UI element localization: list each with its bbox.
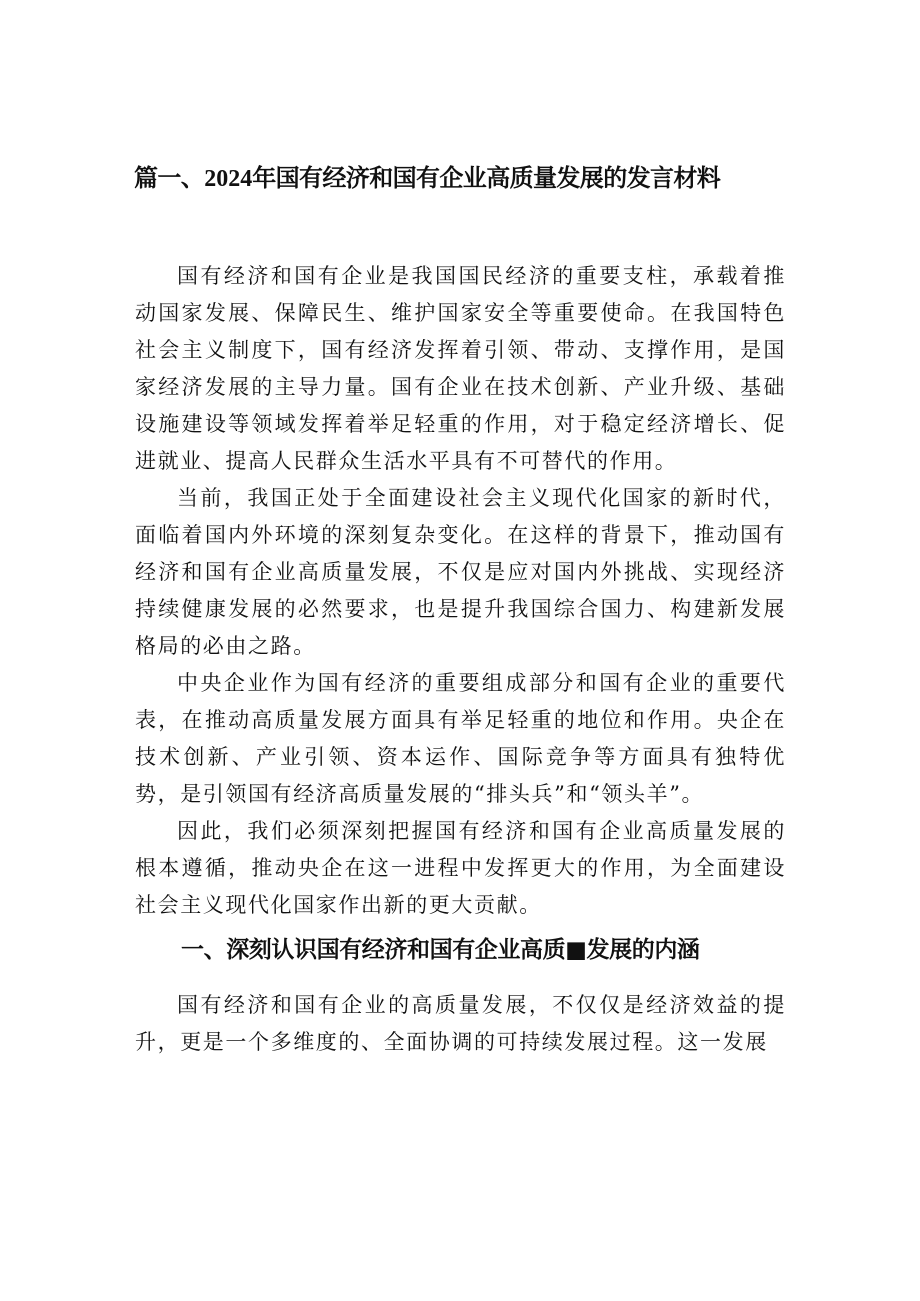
paragraph-2: 当前，我国正处于全面建设社会主义现代化国家的新时代，面临着国内外环境的深刻复杂变化。在这样的背景下，推动国有经济和国有企业高质量发展，不仅是应对国内外挑战、实现经济持续健康发展的必然要求，也是提升我国综合国力、构建新发展格局的必由之路。: [135, 486, 786, 658]
section-heading: 一、深刻认识国有经济和国有企业高质■发展的内涵: [181, 937, 700, 963]
title-prefix: 篇一、: [134, 164, 205, 192]
paragraph-1: 国有经济和国有企业是我国国民经济的重要支柱，承载着推动国家发展、保障民生、维护国家安全等重要使命。在我国特色社会主义制度下，国有经济发挥着引领、带动、支撑作用，是国家经济发展的主导力量。国有企业在技术创新、产业升级、基础设施建设等领域发挥着举足轻重的作用，对于稳定经济增长、促进就业、提高人民群众生活水平具有不可替代的作用。: [135, 264, 786, 473]
paragraph-4: 因此，我们必须深刻把握国有经济和国有企业高质量发展的根本遵循，推动央企在这一进程中发挥更大的作用，为全面建设社会主义现代化国家作出新的更大贡献。: [135, 819, 786, 917]
paragraph-3: 中央企业作为国有经济的重要组成部分和国有企业的重要代表，在推动高质量发展方面具有举足轻重的地位和作用。央企在技术创新、产业引领、资本运作、国际竞争等方面具有独特优势，是引领国有经济高质量发展的“排头兵”和“领头羊”。: [135, 671, 786, 806]
title-year: 2024: [204, 166, 253, 192]
document-body: [135, 258, 786, 1061]
document-title: [134, 160, 720, 197]
section-paragraph: 国有经济和国有企业的高质量发展，不仅仅是经济效益的提升，更是一个多维度的、全面协调的可持续发展过程。这一发展: [135, 993, 786, 1054]
title-rest: 年国有经济和国有企业高质量发展的发言材料: [252, 164, 721, 192]
